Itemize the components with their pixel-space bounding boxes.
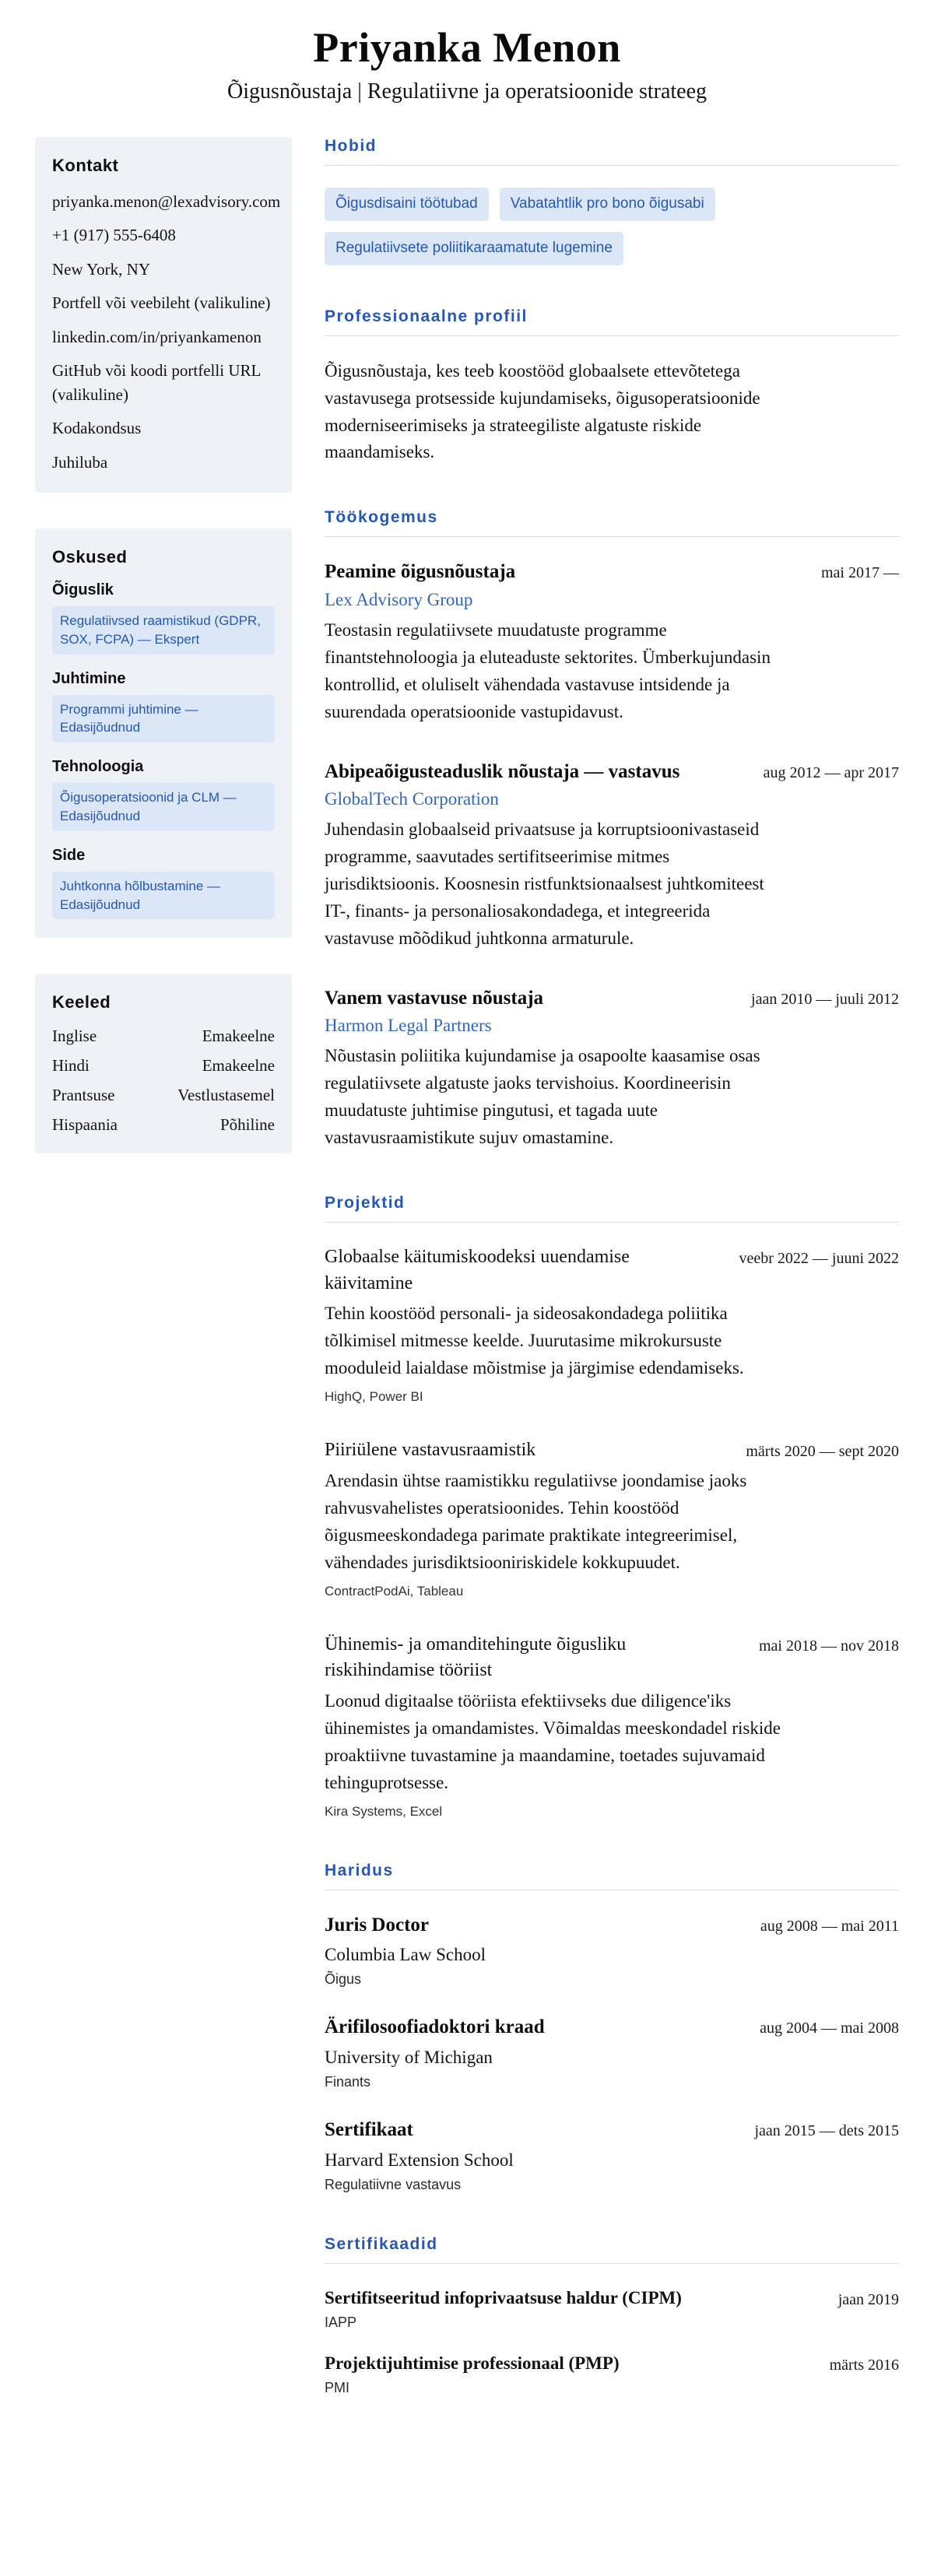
education-dates: aug 2008 — mai 2011 bbox=[760, 1917, 899, 1935]
certification-name: Sertifitseeritud infoprivaatsuse haldur (CIPM) bbox=[325, 2287, 682, 2308]
project-description: Tehin koostööd personali- ja sideosakondadega poliitika tõlkimisel mitmesse keelde. Juurutasime mikrokursuste mooduleid laialdase mõistmise ja järgimise edendamiseks. bbox=[325, 1304, 744, 1378]
hobby-chips bbox=[325, 188, 899, 265]
contact-email: priyanka.menon@lexadvisory.com bbox=[52, 192, 281, 211]
job-entry-main bbox=[325, 985, 784, 1152]
content-columns bbox=[35, 137, 899, 2438]
skill-group-communication bbox=[52, 847, 275, 920]
contact-location: New York, NY bbox=[52, 259, 151, 279]
skill-group-label: Juhtimine bbox=[52, 669, 126, 687]
job-description: Nõustasin poliitika kujundamise ja osapoolte kaasamise osas regulatiivsete algatuste jaoks tervishoius. Koordineerisin muudatuste juhtimise pingutusi, et tagada uute vastavusraamistikute sujuv omastamine. bbox=[325, 1046, 760, 1148]
language-name: Hispaania bbox=[52, 1115, 118, 1135]
main-content bbox=[325, 137, 899, 2438]
contact-github: GitHub või koodi portfelli URL (valikuline) bbox=[52, 361, 261, 404]
language-row bbox=[52, 1056, 275, 1076]
hobbies-heading: Hobid bbox=[325, 137, 899, 166]
project-tools: HighQ, Power BI bbox=[325, 1389, 423, 1405]
project-tools: Kira Systems, Excel bbox=[325, 1803, 443, 1819]
language-name: Prantsuse bbox=[52, 1086, 115, 1105]
education-dates: jaan 2015 — dets 2015 bbox=[754, 2122, 899, 2140]
company-link[interactable]: Lex Advisory Group bbox=[325, 589, 473, 609]
project-entry-main bbox=[325, 1437, 784, 1599]
skill-group-label: Tehnoloogia bbox=[52, 758, 144, 776]
job-dates: jaan 2010 — juuli 2012 bbox=[751, 990, 899, 1008]
language-level: Emakeelne bbox=[202, 1027, 275, 1046]
contact-card bbox=[35, 137, 292, 493]
profile-text: Õigusnõustaja, kes teeb koostööd globaalsete ettevõtetega vastavusega protsesside kujundamiseks, õigusoperatsioonide moderniseerimiseks ja strateegiliste algatuste riskide maandamiseks. bbox=[325, 360, 760, 462]
skill-group-label: Õiguslik bbox=[52, 581, 114, 598]
project-name: Piiriülene vastavusraamistik bbox=[325, 1440, 536, 1461]
education-entry bbox=[325, 1912, 899, 1988]
project-name: Ühinemis- ja omanditehingute õigusliku riskihindamise tööriist bbox=[325, 1634, 627, 1681]
language-name: Inglise bbox=[52, 1027, 97, 1046]
school-name: University of Michigan bbox=[325, 2047, 493, 2067]
education-dates: aug 2004 — mai 2008 bbox=[760, 2020, 899, 2037]
field-of-study: Regulatiivne vastavus bbox=[325, 2176, 462, 2192]
project-dates: mai 2018 — nov 2018 bbox=[759, 1637, 899, 1655]
project-dates: märts 2020 — sept 2020 bbox=[746, 1443, 899, 1461]
section-profile bbox=[325, 307, 899, 467]
skill-group-technology bbox=[52, 758, 275, 831]
hobby-chip: Vabatahtlik pro bono õigusabi bbox=[500, 188, 715, 221]
certification-issuer: IAPP bbox=[325, 2315, 357, 2330]
project-entry bbox=[325, 1244, 899, 1405]
certification-name: Projektijuhtimise professionaal (PMP) bbox=[325, 2353, 620, 2373]
resume-header bbox=[35, 23, 899, 104]
language-name: Hindi bbox=[52, 1056, 90, 1076]
profile-heading: Professionaalne profiil bbox=[325, 307, 899, 336]
certification-entry-main bbox=[325, 2351, 784, 2396]
certification-entry-main bbox=[325, 2286, 784, 2331]
language-row bbox=[52, 1086, 275, 1105]
contact-drivers-license: Juhiluba bbox=[52, 452, 108, 472]
skill-group-management bbox=[52, 670, 275, 743]
project-entry bbox=[325, 1632, 899, 1820]
project-dates: veebr 2022 — juuni 2022 bbox=[739, 1250, 899, 1268]
experience-heading: Töökogemus bbox=[325, 508, 899, 537]
language-level: Emakeelne bbox=[202, 1056, 275, 1076]
job-role: Peamine õigusnõustaja bbox=[325, 561, 516, 583]
project-description: Loonud digitaalse tööriista efektiivseks due diligence'iks ühinemistes ja omandamistes. Võimaldas meeskondadel riskide proaktiivne tuvastamine ja maandamine, toetades sujuvamaid tehinguprotsesse. bbox=[325, 1690, 781, 1792]
education-entry bbox=[325, 2117, 899, 2193]
language-level: Vestlustasemel bbox=[177, 1086, 275, 1105]
language-row bbox=[52, 1115, 275, 1135]
job-entry-main bbox=[325, 759, 784, 953]
candidate-name: Priyanka Menon bbox=[313, 24, 621, 71]
project-description: Arendasin ühtse raamistikku regulatiivse joondamise jaoks rahvusvahelistes operatsioonides. Tehin koostööd õigusmeeskondadega parimate praktikate integreerimisel, vähendades jurisdiktsiooniriskidele kokkupuudet. bbox=[325, 1470, 747, 1572]
certification-dates: märts 2016 bbox=[829, 2357, 899, 2374]
skill-chip: Regulatiivsed raamistikud (GDPR, SOX, FCPA) — Ekspert bbox=[52, 606, 275, 655]
section-hobbies bbox=[325, 137, 899, 265]
contact-title: Kontakt bbox=[52, 156, 119, 175]
skill-group-label: Side bbox=[52, 846, 86, 864]
skills-title: Oskused bbox=[52, 546, 128, 567]
contact-citizenship: Kodakondsus bbox=[52, 419, 142, 438]
education-entry bbox=[325, 2014, 899, 2090]
education-entry-main bbox=[325, 1912, 784, 1988]
education-entry-main bbox=[325, 2014, 784, 2090]
skill-chip: Juhtkonna hõlbustamine — Edasijõudnud bbox=[52, 872, 275, 920]
skills-card bbox=[35, 528, 292, 938]
job-role: Abipeaõigusteaduslik nõustaja — vastavus bbox=[325, 760, 680, 782]
field-of-study: Finants bbox=[325, 2074, 371, 2090]
field-of-study: Õigus bbox=[325, 1971, 362, 1988]
project-name: Globaalse käitumiskoodeksi uuendamise käivitamine bbox=[325, 1247, 630, 1293]
skill-chip: Programmi juhtimine — Edasijõudnud bbox=[52, 695, 275, 743]
language-row bbox=[52, 1027, 275, 1046]
school-name: Columbia Law School bbox=[325, 1945, 486, 1965]
hobby-chip: Õigusdisaini töötubad bbox=[325, 188, 489, 221]
job-dates: mai 2017 — bbox=[821, 564, 899, 582]
candidate-tagline: Õigusnõustaja | Regulatiivne ja operatsioonide strateeg bbox=[227, 79, 707, 104]
section-certifications bbox=[325, 2235, 899, 2396]
certification-entry bbox=[325, 2286, 899, 2331]
job-description: Juhendasin globaalseid privaatsuse ja korruptsioonivastaseid programme, saavutades sertifitseerimise mitmes jurisdiktsioonis. Koosnesin ristfunktsionaalsest juhtkomiteest IT-, finants- ja personaliosakondadega, et integreerida vastavuse mõõdikud juhtkonna armaturule. bbox=[325, 819, 764, 949]
contact-linkedin: linkedin.com/in/priyankamenon bbox=[52, 327, 262, 346]
degree-name: Ärifilosoofiadoktori kraad bbox=[325, 2016, 545, 2038]
job-entry bbox=[325, 759, 899, 953]
certification-entry bbox=[325, 2351, 899, 2396]
job-role: Vanem vastavuse nõustaja bbox=[325, 987, 544, 1009]
project-entry-main bbox=[325, 1632, 784, 1820]
sidebar bbox=[35, 137, 292, 1189]
job-entry bbox=[325, 985, 899, 1152]
degree-name: Juris Doctor bbox=[325, 1914, 429, 1936]
company-link[interactable]: Harmon Legal Partners bbox=[325, 1016, 492, 1036]
skill-chip: Õigusoperatsioonid ja CLM — Edasijõudnud bbox=[52, 783, 275, 831]
project-entry-main bbox=[325, 1244, 784, 1405]
section-education bbox=[325, 1862, 899, 2193]
section-experience bbox=[325, 508, 899, 1152]
school-name: Harvard Extension School bbox=[325, 2150, 514, 2170]
contact-phone: +1 (917) 555-6408 bbox=[52, 226, 176, 245]
project-entry bbox=[325, 1437, 899, 1599]
job-entry-main bbox=[325, 559, 784, 725]
language-level: Põhiline bbox=[219, 1115, 275, 1135]
job-entry bbox=[325, 559, 899, 725]
hobby-chip: Regulatiivsete poliitikaraamatute lugemine bbox=[325, 232, 623, 265]
contact-website: Portfell või veebileht (valikuline) bbox=[52, 293, 271, 313]
certification-issuer: PMI bbox=[325, 2380, 350, 2396]
section-projects bbox=[325, 1194, 899, 1819]
projects-heading: Projektid bbox=[325, 1194, 899, 1223]
certification-dates: jaan 2019 bbox=[837, 2290, 899, 2308]
skill-group-legal bbox=[52, 581, 275, 655]
certifications-heading: Sertifikaadid bbox=[325, 2235, 899, 2264]
company-link[interactable]: GlobalTech Corporation bbox=[325, 789, 499, 809]
education-heading: Haridus bbox=[325, 1862, 899, 1890]
contact-list bbox=[52, 190, 281, 474]
languages-title: Keeled bbox=[52, 992, 111, 1013]
job-dates: aug 2012 — apr 2017 bbox=[763, 763, 899, 781]
job-description: Teostasin regulatiivsete muudatuste programme finantstehnoloogia ja eluteaduste sektorites. Ümberkujundasin kontrollid, et oluliselt vähendada vastavuse intsidende ja suurendada operatsioonide vastupidavust. bbox=[325, 619, 771, 721]
education-entry-main bbox=[325, 2117, 784, 2193]
project-tools: ContractPodAi, Tableau bbox=[325, 1583, 464, 1599]
languages-card bbox=[35, 974, 292, 1153]
degree-name: Sertifikaat bbox=[325, 2119, 413, 2141]
